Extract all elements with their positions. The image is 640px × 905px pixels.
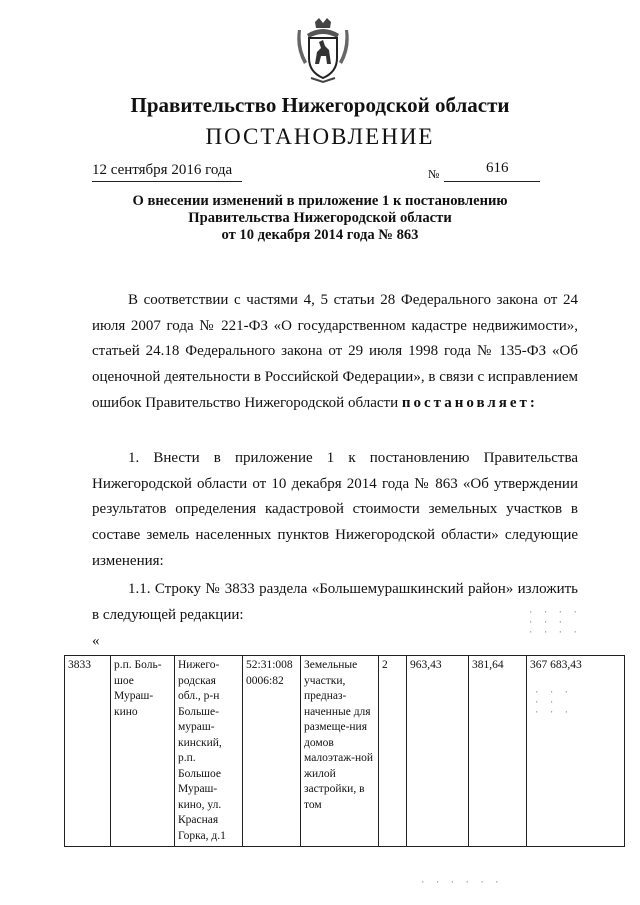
cell-settlement: р.п. Боль-шое Мураш-кино bbox=[111, 656, 175, 847]
coat-of-arms-icon bbox=[297, 18, 349, 84]
opening-quote: « bbox=[92, 633, 100, 649]
cell-row-number: 3833 bbox=[65, 656, 111, 847]
subject-line-3: от 10 декабря 2014 года № 863 bbox=[221, 227, 419, 243]
subject-line-2: Правительства Нижегородской области bbox=[188, 210, 452, 226]
cell-cadastral-number: 52:31:008 0006:82 bbox=[243, 656, 301, 847]
cell-address: Нижего-родская обл., р-н Больше-мураш-кинский, р.п. Большое Мураш-кино, ул. Красная Горка, д.1 bbox=[175, 656, 243, 847]
scan-noise: · · · · · · · · bbox=[534, 688, 572, 718]
date-underline bbox=[92, 181, 242, 182]
document-date: 12 сентября 2016 года bbox=[92, 162, 233, 178]
cell-group: 2 bbox=[379, 656, 407, 847]
paragraph-item-1-1: 1.1. Строку № 3833 раздела «Большемурашкинский район» изложить в следующей редакции: bbox=[92, 581, 578, 623]
number-sign: № bbox=[428, 167, 440, 181]
cadastral-table bbox=[64, 655, 625, 847]
document-subject bbox=[0, 193, 640, 244]
cell-specific-value: 381,64 bbox=[469, 656, 527, 847]
subject-line-1: О внесении изменений в приложение 1 к постановлению bbox=[132, 193, 508, 209]
table-row bbox=[65, 656, 625, 847]
paragraph-preamble bbox=[92, 288, 578, 417]
cell-land-category: Земельные участки, предназ-наченные для размеще-ния домов малоэтаж-ной жилой застройки, в том bbox=[301, 656, 379, 847]
doc-type: ПОСТАНОВЛЕНИЕ bbox=[205, 124, 435, 149]
number-underline bbox=[444, 181, 540, 182]
org-title: Правительство Нижегородской области bbox=[130, 93, 510, 117]
document-number: 616 bbox=[486, 160, 509, 176]
cell-cadastral-value: 367 683,43 bbox=[527, 656, 625, 847]
paragraph-item-1: 1. Внести в приложение 1 к постановлению Правительства Нижегородской области от 10 декабря 2014 года № 863 «Об утверждении результатов определения кадастровой стоимости земельных участков в составе земель населенных пунктов Нижегородской области» следующие изменения: bbox=[92, 450, 578, 569]
scan-noise: · · · · · · bbox=[420, 878, 502, 888]
preamble-text: В соответствии с частями 4, 5 статьи 28 Федерального закона от 24 июля 2007 года № 221-ФЗ «О государственном кадастре недвижимости», статьей 24.18 Федерального закона от 29 июля 1998 года № 135-ФЗ «Об оценочной деятельности в Российской Федерации», в связи с исправлением ошибок Правительство Нижегородской области bbox=[92, 292, 578, 411]
resolve-word: постановляет: bbox=[401, 394, 538, 411]
cell-area: 963,43 bbox=[407, 656, 469, 847]
scan-noise: · · · · · · · · · · · bbox=[528, 608, 580, 638]
